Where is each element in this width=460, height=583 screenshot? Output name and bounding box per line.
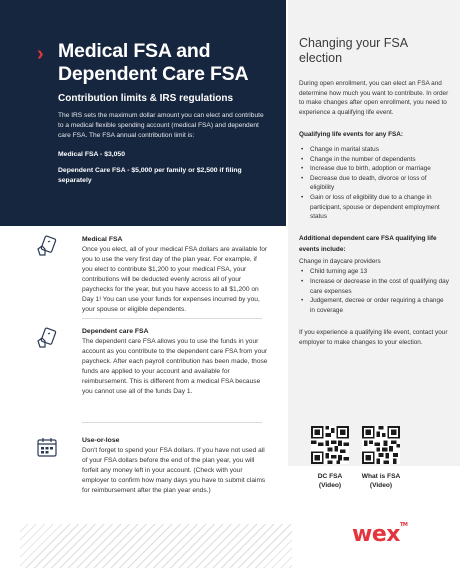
list-item: • Decrease due to death, divorce or loss of eligibility xyxy=(299,174,450,193)
list-item: • Increase due to birth, adoption or marriage xyxy=(299,164,450,174)
qr-label-line: (Video) xyxy=(318,482,342,489)
logo-trademark: TM xyxy=(399,522,408,528)
list-item: • Change in the number of dependents xyxy=(299,155,450,165)
qr-label xyxy=(305,472,355,490)
qr-label-line: (Video) xyxy=(369,482,393,489)
hand-card-icon xyxy=(36,327,58,349)
qr-dc-fsa-video[interactable] xyxy=(305,426,355,490)
section-divider xyxy=(82,422,262,423)
qr-label-line: What is FSA xyxy=(361,473,401,480)
wex-logo xyxy=(352,522,407,547)
list-item: • Child turning age 13 xyxy=(299,267,450,277)
qr-code-icon[interactable] xyxy=(311,426,349,464)
events-heading: Qualifying life events for any FSA: xyxy=(299,131,404,139)
events-list xyxy=(299,145,450,222)
page-title: Medical FSA and Dependent Care FSA xyxy=(58,40,249,85)
dependent-care-body xyxy=(82,327,268,397)
section-divider xyxy=(82,318,262,319)
use-or-lose-body xyxy=(82,436,268,496)
sidebar-title: Changing your FSA election xyxy=(299,36,408,65)
list-item: • Change in marital status xyxy=(299,145,450,155)
logo-text: wex xyxy=(352,522,400,547)
dependent-events-heading: Additional dependent care FSA qualifying life events include: xyxy=(299,234,437,253)
sidebar-outro: If you experience a qualifying life event, contact your employer to make changes to your election. xyxy=(299,329,448,346)
section-text: Once you elect, all of your medical FSA dollars are available for you to use the very first day of the plan year. For example, if you elect to contribute $1,200 to your medical FSA, your contributions will be deducted evenly across all of your paychecks for the year, but you have access to all $1,200 on Day 1! You can use your funds for expenses incurred by you, your spouse or eligible dependents. xyxy=(82,246,268,313)
dependent-care-section xyxy=(36,327,268,397)
section-title: Dependent care FSA xyxy=(82,328,149,335)
page-subtitle: Contribution limits & IRS regulations xyxy=(58,93,233,104)
dependent-care-limit: Dependent Care FSA - $5,000 per family or $2,500 if filing separately xyxy=(58,167,242,184)
list-item: • Judgement, decree or order requiring a change in coverage xyxy=(299,296,450,315)
qr-what-is-fsa-video[interactable] xyxy=(356,426,406,490)
sidebar-intro: During open enrollment, you can elect an FSA and determine how much you want to contribute. In order to make changes after open enrollment, you need to experience a qualifying life event. xyxy=(299,80,449,116)
hero-intro-text: The IRS sets the maximum dollar amount you can elect and contribute to a medical flexible spending account (medical FSA) and dependent care FSA. The FSA annual contribution limit is: xyxy=(58,112,264,139)
chevron-right-icon: › xyxy=(37,43,44,65)
list-item: • Gain or loss of eligibility due to a change in participant, spouse or dependent employment status xyxy=(299,193,450,222)
section-title: Medical FSA xyxy=(82,236,123,243)
section-text: Don't forget to spend your FSA dollars. If you have not used all of your FSA dollars before the end of the plan year, you will forfeit any money left in your account. (Check with your employer to confirm how many days you have to submit claims for reimbursement after the plan year ends.) xyxy=(82,447,266,494)
list-item: • Increase or decrease in the cost of qualifying day care expenses xyxy=(299,277,450,296)
sidebar-panel xyxy=(288,0,460,466)
section-title: Use-or-lose xyxy=(82,437,120,444)
medical-fsa-body xyxy=(82,235,268,315)
qr-label xyxy=(356,472,406,490)
section-text: The dependent care FSA allows you to use the funds in your account as you contribute to the dependent care FSA from your paycheck. After each payroll contribution has been made, those funds are applied to your account and available for reimbursement. This is different from a medical FSA because you cannot use all of the funds Day 1. xyxy=(82,338,268,395)
qr-label-line: DC FSA xyxy=(317,473,343,480)
dependent-events-list xyxy=(299,267,450,315)
qr-code-icon[interactable] xyxy=(362,426,400,464)
calendar-icon xyxy=(36,436,58,458)
medical-fsa-section xyxy=(36,235,268,315)
dependent-events-subheading: Change in daycare providers xyxy=(299,257,381,265)
medical-fsa-limit: Medical FSA - $3,050 xyxy=(58,151,125,158)
hero-banner xyxy=(0,0,286,226)
use-or-lose-section xyxy=(36,436,268,496)
hand-card-icon xyxy=(36,235,58,257)
decorative-hatch-pattern xyxy=(20,524,292,568)
